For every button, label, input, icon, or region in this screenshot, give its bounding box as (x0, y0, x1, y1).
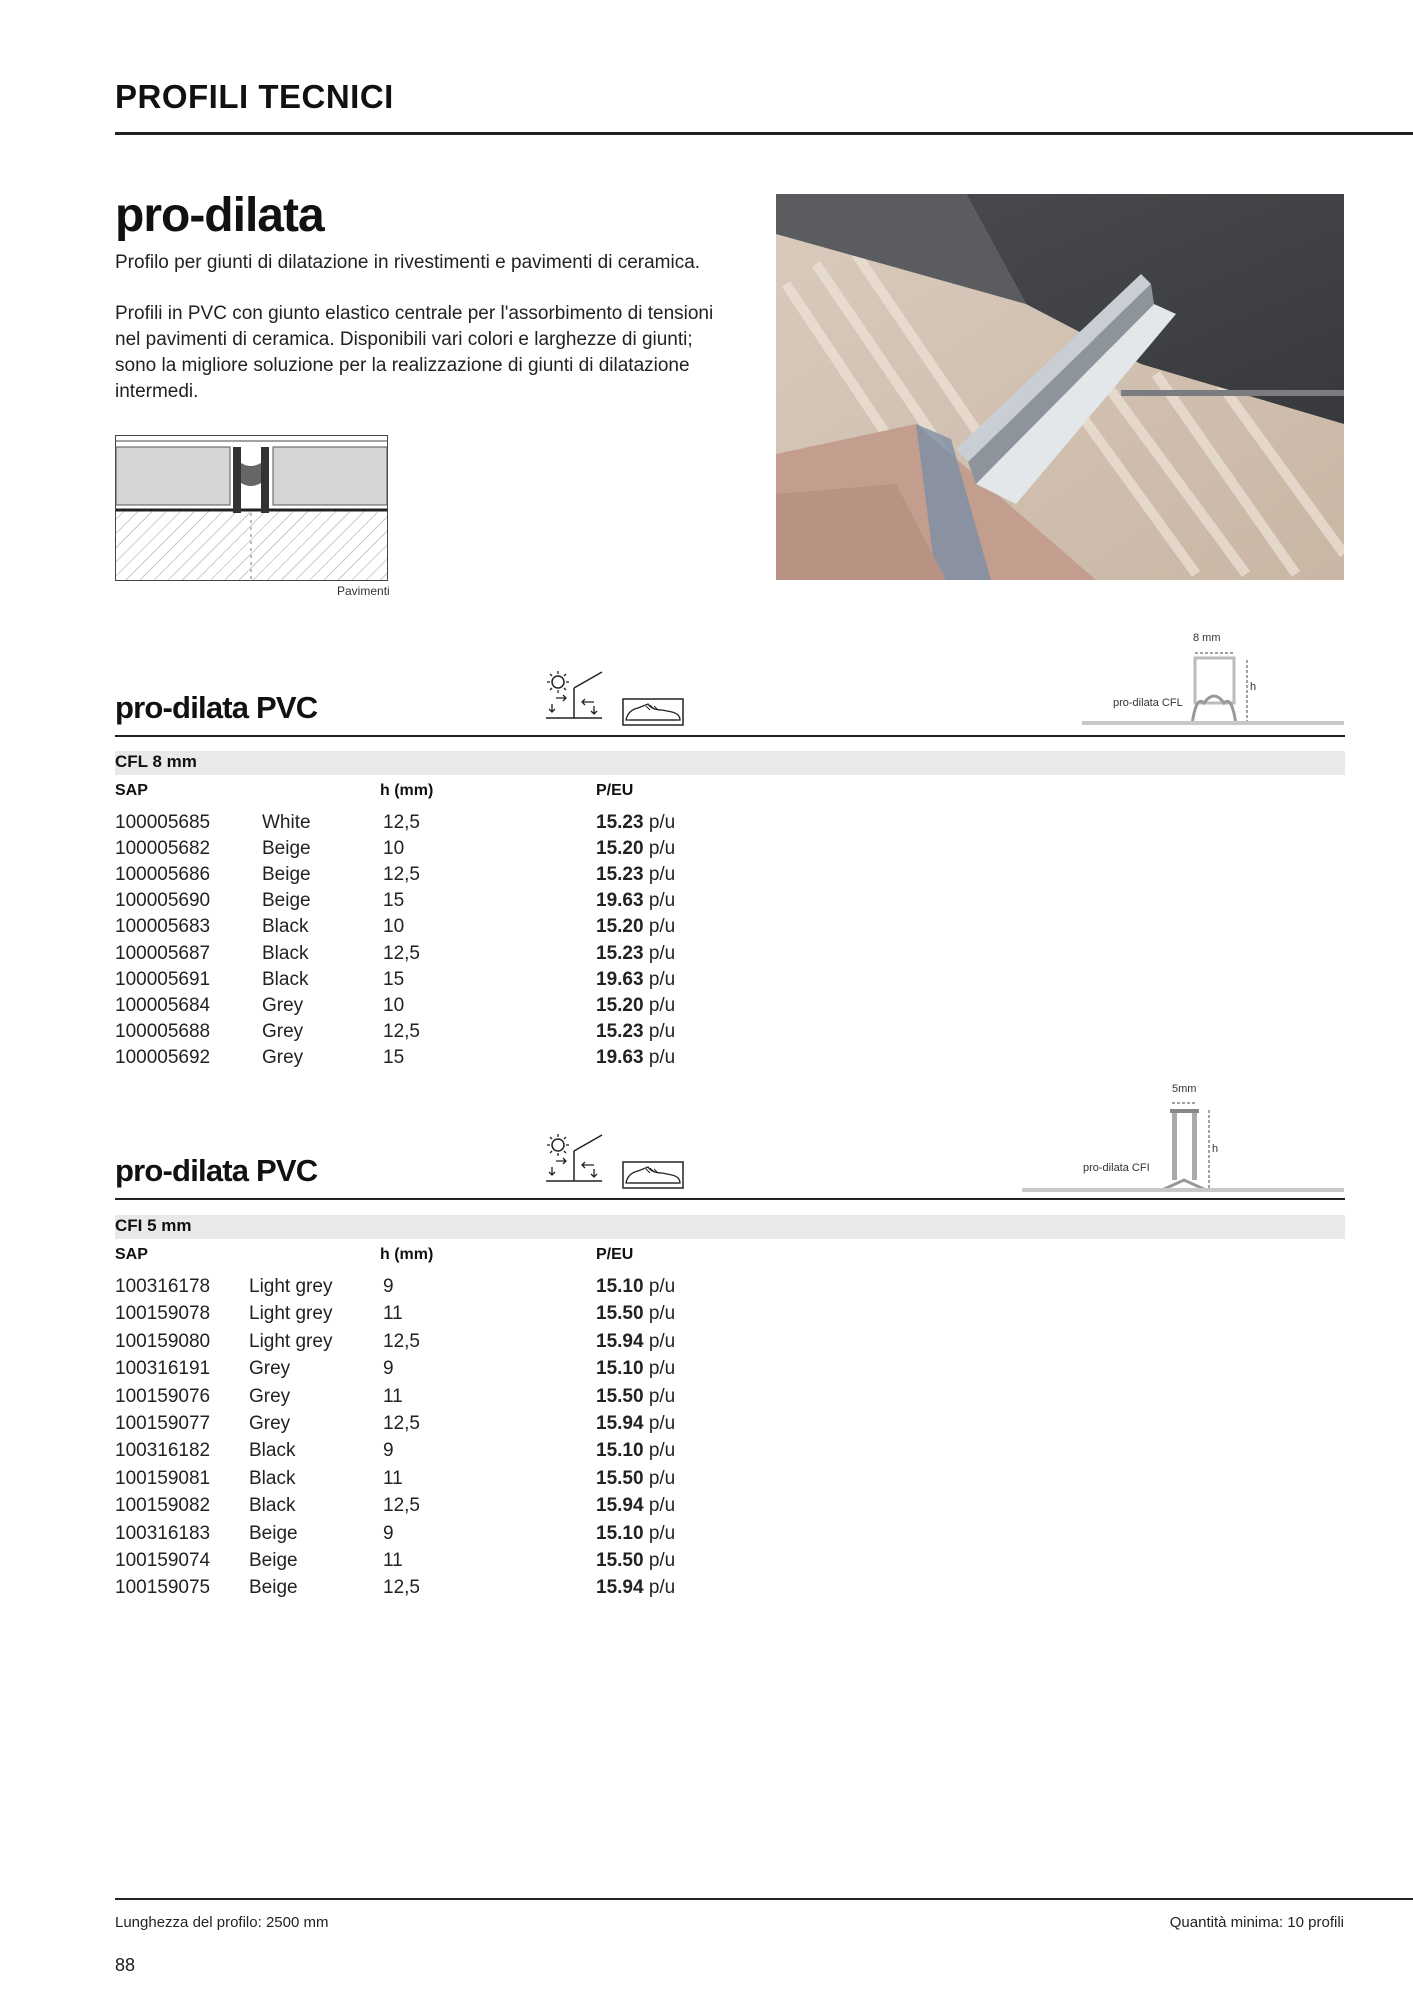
price-cell (596, 1493, 675, 1519)
height-cell: 15 (383, 1046, 405, 1068)
sap-cell: 100159081 (115, 1467, 211, 1489)
price-value: 15.20 (596, 838, 644, 860)
footer-min-qty: Quantità minima: 10 profili (1169, 1914, 1344, 1931)
price-cell (596, 993, 675, 1019)
color-cell: Grey (262, 994, 304, 1016)
variant-band (115, 1215, 1345, 1239)
color-cell: Light grey (249, 1330, 333, 1352)
shoe-traffic-icon (622, 1161, 684, 1189)
sap-cell: 100005686 (115, 864, 211, 886)
price-unit: p/u (648, 1495, 676, 1517)
height-cell: 10 (383, 994, 405, 1016)
price-unit: p/u (648, 1276, 676, 1297)
height-cell: 12,5 (383, 1577, 420, 1599)
height-cell: 11 (383, 1303, 403, 1325)
price-cell (596, 1411, 675, 1437)
color-cell: Grey (249, 1385, 291, 1407)
footer-length: Lunghezza del profilo: 2500 mm (115, 1914, 329, 1931)
price-cell (596, 1575, 675, 1601)
height-cell: 15 (383, 968, 405, 990)
color-cell: Light grey (249, 1303, 333, 1325)
sap-cell: 100005687 (115, 942, 211, 964)
sap-cell: 100005682 (115, 838, 211, 860)
price-value: 15.23 (596, 942, 644, 964)
price-unit: p/u (648, 968, 676, 990)
price-value: 15.10 (596, 1522, 644, 1544)
price-value: 15.94 (596, 1413, 644, 1434)
price-cell (596, 967, 675, 993)
sap-cell: 100005690 (115, 890, 211, 912)
sap-cell: 100159076 (115, 1385, 211, 1407)
schematic-profile-label: pro-dilata CFI (1083, 1162, 1150, 1174)
color-cell: Beige (262, 890, 311, 912)
height-cell: 9 (383, 1440, 394, 1462)
sap-cell: 100159074 (115, 1550, 211, 1571)
table-row (115, 1411, 815, 1437)
sap-cell: 100005692 (115, 1046, 211, 1068)
height-cell: 12,5 (383, 1495, 420, 1517)
height-cell: 12,5 (383, 1020, 420, 1042)
color-cell: Black (249, 1440, 296, 1462)
price-unit: p/u (648, 1440, 676, 1462)
price-value: 15.50 (596, 1303, 644, 1325)
table-row (115, 1356, 815, 1382)
sap-cell: 100316178 (115, 1276, 211, 1297)
price-unit: p/u (648, 838, 676, 860)
color-cell: White (262, 812, 311, 833)
color-cell: Grey (249, 1358, 291, 1380)
price-unit: p/u (648, 942, 676, 964)
color-cell: Grey (249, 1413, 291, 1434)
footer-rule (115, 1898, 1413, 1900)
height-cell: 10 (383, 838, 405, 860)
sap-cell: 100005684 (115, 994, 211, 1016)
price-unit: p/u (648, 1046, 676, 1068)
sap-cell: 100005691 (115, 968, 211, 990)
sap-cell: 100316183 (115, 1522, 211, 1544)
sap-cell: 100005685 (115, 812, 211, 833)
price-cell (596, 1384, 675, 1410)
height-cell: 11 (383, 1467, 403, 1489)
price-cell (596, 1301, 675, 1327)
table-row (115, 993, 815, 1019)
description-line: nel pavimenti di ceramica. Disponibili vari colori e larghezze di giunti; (115, 329, 693, 350)
table-row (115, 1384, 815, 1410)
sap-cell: 100316191 (115, 1358, 211, 1380)
schematic-h-label: h (1250, 681, 1257, 693)
product-description (115, 301, 755, 405)
schematic-width-label: 8 mm (1193, 632, 1221, 644)
table-row (115, 1575, 815, 1601)
height-cell: 12,5 (383, 1413, 420, 1434)
height-cell: 12,5 (383, 1330, 420, 1352)
price-value: 15.23 (596, 864, 644, 886)
color-cell: Black (262, 968, 309, 990)
table-row (115, 862, 815, 888)
cfl-profile-schematic (1082, 630, 1344, 730)
diagram-caption: Pavimenti (337, 584, 390, 598)
schematic-width-label: 5mm (1172, 1083, 1197, 1095)
col-header-h: h (mm) (380, 782, 434, 799)
color-cell: Beige (249, 1550, 298, 1571)
section-title: PROFILI TECNICI (115, 78, 394, 115)
table-row (115, 1274, 815, 1300)
price-value: 15.23 (596, 812, 644, 833)
price-cell (596, 888, 675, 914)
height-cell: 10 (383, 916, 405, 938)
price-unit: p/u (648, 916, 676, 938)
price-unit: p/u (648, 812, 676, 833)
sap-cell: 100159078 (115, 1303, 211, 1325)
table-row (115, 914, 815, 940)
price-unit: p/u (648, 1467, 676, 1489)
price-value: 19.63 (596, 890, 644, 912)
table-row (115, 967, 815, 993)
color-cell: Beige (249, 1522, 298, 1544)
price-cell (596, 1329, 675, 1355)
price-cell (596, 1019, 675, 1045)
height-cell: 12,5 (383, 942, 420, 964)
price-value: 15.20 (596, 994, 644, 1016)
height-cell: 9 (383, 1276, 394, 1297)
table-row (115, 888, 815, 914)
price-cell (596, 1356, 675, 1382)
price-unit: p/u (648, 1385, 676, 1407)
table-row (115, 1548, 815, 1574)
color-cell: Grey (262, 1046, 304, 1068)
variant-band-label: CFL 8 mm (115, 752, 197, 771)
table-title: pro-dilata PVC (115, 690, 318, 725)
table-row (115, 1329, 815, 1355)
sun-temperature-icon (544, 1133, 604, 1187)
price-value: 19.63 (596, 1046, 644, 1068)
color-cell: Light grey (249, 1276, 333, 1297)
table-row (115, 1045, 815, 1071)
price-value: 15.50 (596, 1385, 644, 1407)
col-header-sap: SAP (115, 782, 148, 799)
color-cell: Black (249, 1467, 296, 1489)
table-row (115, 1438, 815, 1464)
table-title: pro-dilata PVC (115, 1153, 318, 1188)
price-cell (596, 1045, 675, 1071)
sap-cell: 100159077 (115, 1413, 211, 1434)
price-cell (596, 1466, 675, 1492)
price-cell (596, 1548, 675, 1574)
description-line: sono la migliore soluzione per la realizzazione di giunti di dilatazione (115, 355, 690, 376)
color-cell: Beige (249, 1577, 298, 1599)
sap-cell: 100159080 (115, 1330, 211, 1352)
height-cell: 9 (383, 1522, 394, 1544)
col-header-price: P/EU (596, 782, 634, 799)
price-value: 15.94 (596, 1495, 644, 1517)
table-row (115, 1301, 815, 1327)
price-value: 15.94 (596, 1330, 644, 1352)
height-cell: 12,5 (383, 864, 420, 886)
height-cell: 9 (383, 1358, 394, 1380)
price-cell (596, 914, 675, 940)
height-cell: 11 (383, 1385, 403, 1407)
col-header-h: h (mm) (380, 1246, 434, 1263)
table-rule (115, 1198, 1345, 1200)
product-photo (776, 194, 1344, 580)
height-cell: 15 (383, 890, 405, 912)
price-unit: p/u (648, 1020, 676, 1042)
price-unit: p/u (648, 1522, 676, 1544)
sap-cell: 100159082 (115, 1495, 211, 1517)
description-line: intermedi. (115, 381, 199, 402)
sun-temperature-icon (544, 670, 604, 724)
price-cell (596, 836, 675, 862)
table-row (115, 810, 815, 836)
sap-cell: 100159075 (115, 1577, 211, 1599)
table-row (115, 1493, 815, 1519)
product-title: pro-dilata (115, 189, 324, 242)
sap-cell: 100005688 (115, 1020, 211, 1042)
header-rule (115, 132, 1413, 135)
height-cell: 12,5 (383, 812, 420, 833)
color-cell: Black (249, 1495, 296, 1517)
color-cell: Beige (262, 864, 311, 886)
price-unit: p/u (648, 1550, 676, 1571)
schematic-h-label: h (1212, 1143, 1219, 1155)
price-value: 15.10 (596, 1276, 644, 1297)
variant-band-label: CFI 5 mm (115, 1216, 192, 1235)
price-value: 15.10 (596, 1440, 644, 1462)
table-row (115, 1521, 815, 1547)
table-row (115, 836, 815, 862)
col-header-sap: SAP (115, 1246, 148, 1263)
schematic-profile-label: pro-dilata CFL (1113, 697, 1183, 709)
price-unit: p/u (648, 1303, 676, 1325)
product-subtitle: Profilo per giunti di dilatazione in rivestimenti e pavimenti di ceramica. (115, 252, 701, 273)
price-value: 15.23 (596, 1020, 644, 1042)
price-unit: p/u (648, 1358, 676, 1380)
color-cell: Grey (262, 1020, 304, 1042)
price-unit: p/u (648, 994, 676, 1016)
table-row (115, 1019, 815, 1045)
sap-cell: 100316182 (115, 1440, 211, 1462)
price-value: 15.94 (596, 1577, 644, 1599)
table-row (115, 941, 815, 967)
price-value: 19.63 (596, 968, 644, 990)
table-row (115, 1466, 815, 1492)
price-unit: p/u (648, 1413, 676, 1434)
cfi-profile-schematic (1022, 1085, 1344, 1195)
price-value: 15.10 (596, 1358, 644, 1380)
price-cell (596, 941, 675, 967)
sap-cell: 100005683 (115, 916, 211, 938)
page-number: 88 (115, 1955, 136, 1975)
description-line: Profili in PVC con giunto elastico centrale per l'assorbimento di tensioni (115, 303, 714, 324)
price-unit: p/u (648, 1577, 676, 1599)
price-value: 15.50 (596, 1550, 644, 1571)
table-rule (115, 735, 1345, 737)
price-cell (596, 810, 675, 836)
price-cell (596, 1274, 675, 1300)
height-cell: 11 (383, 1550, 403, 1571)
price-cell (596, 862, 675, 888)
color-cell: Black (262, 916, 309, 938)
cross-section-diagram (115, 435, 388, 581)
color-cell: Black (262, 942, 309, 964)
col-header-price: P/EU (596, 1246, 634, 1263)
price-cell (596, 1438, 675, 1464)
shoe-traffic-icon (622, 698, 684, 726)
variant-band (115, 751, 1345, 775)
price-value: 15.50 (596, 1467, 644, 1489)
price-unit: p/u (648, 1330, 676, 1352)
price-unit: p/u (648, 890, 676, 912)
price-unit: p/u (648, 864, 676, 886)
color-cell: Beige (262, 838, 311, 860)
price-value: 15.20 (596, 916, 644, 938)
price-cell (596, 1521, 675, 1547)
